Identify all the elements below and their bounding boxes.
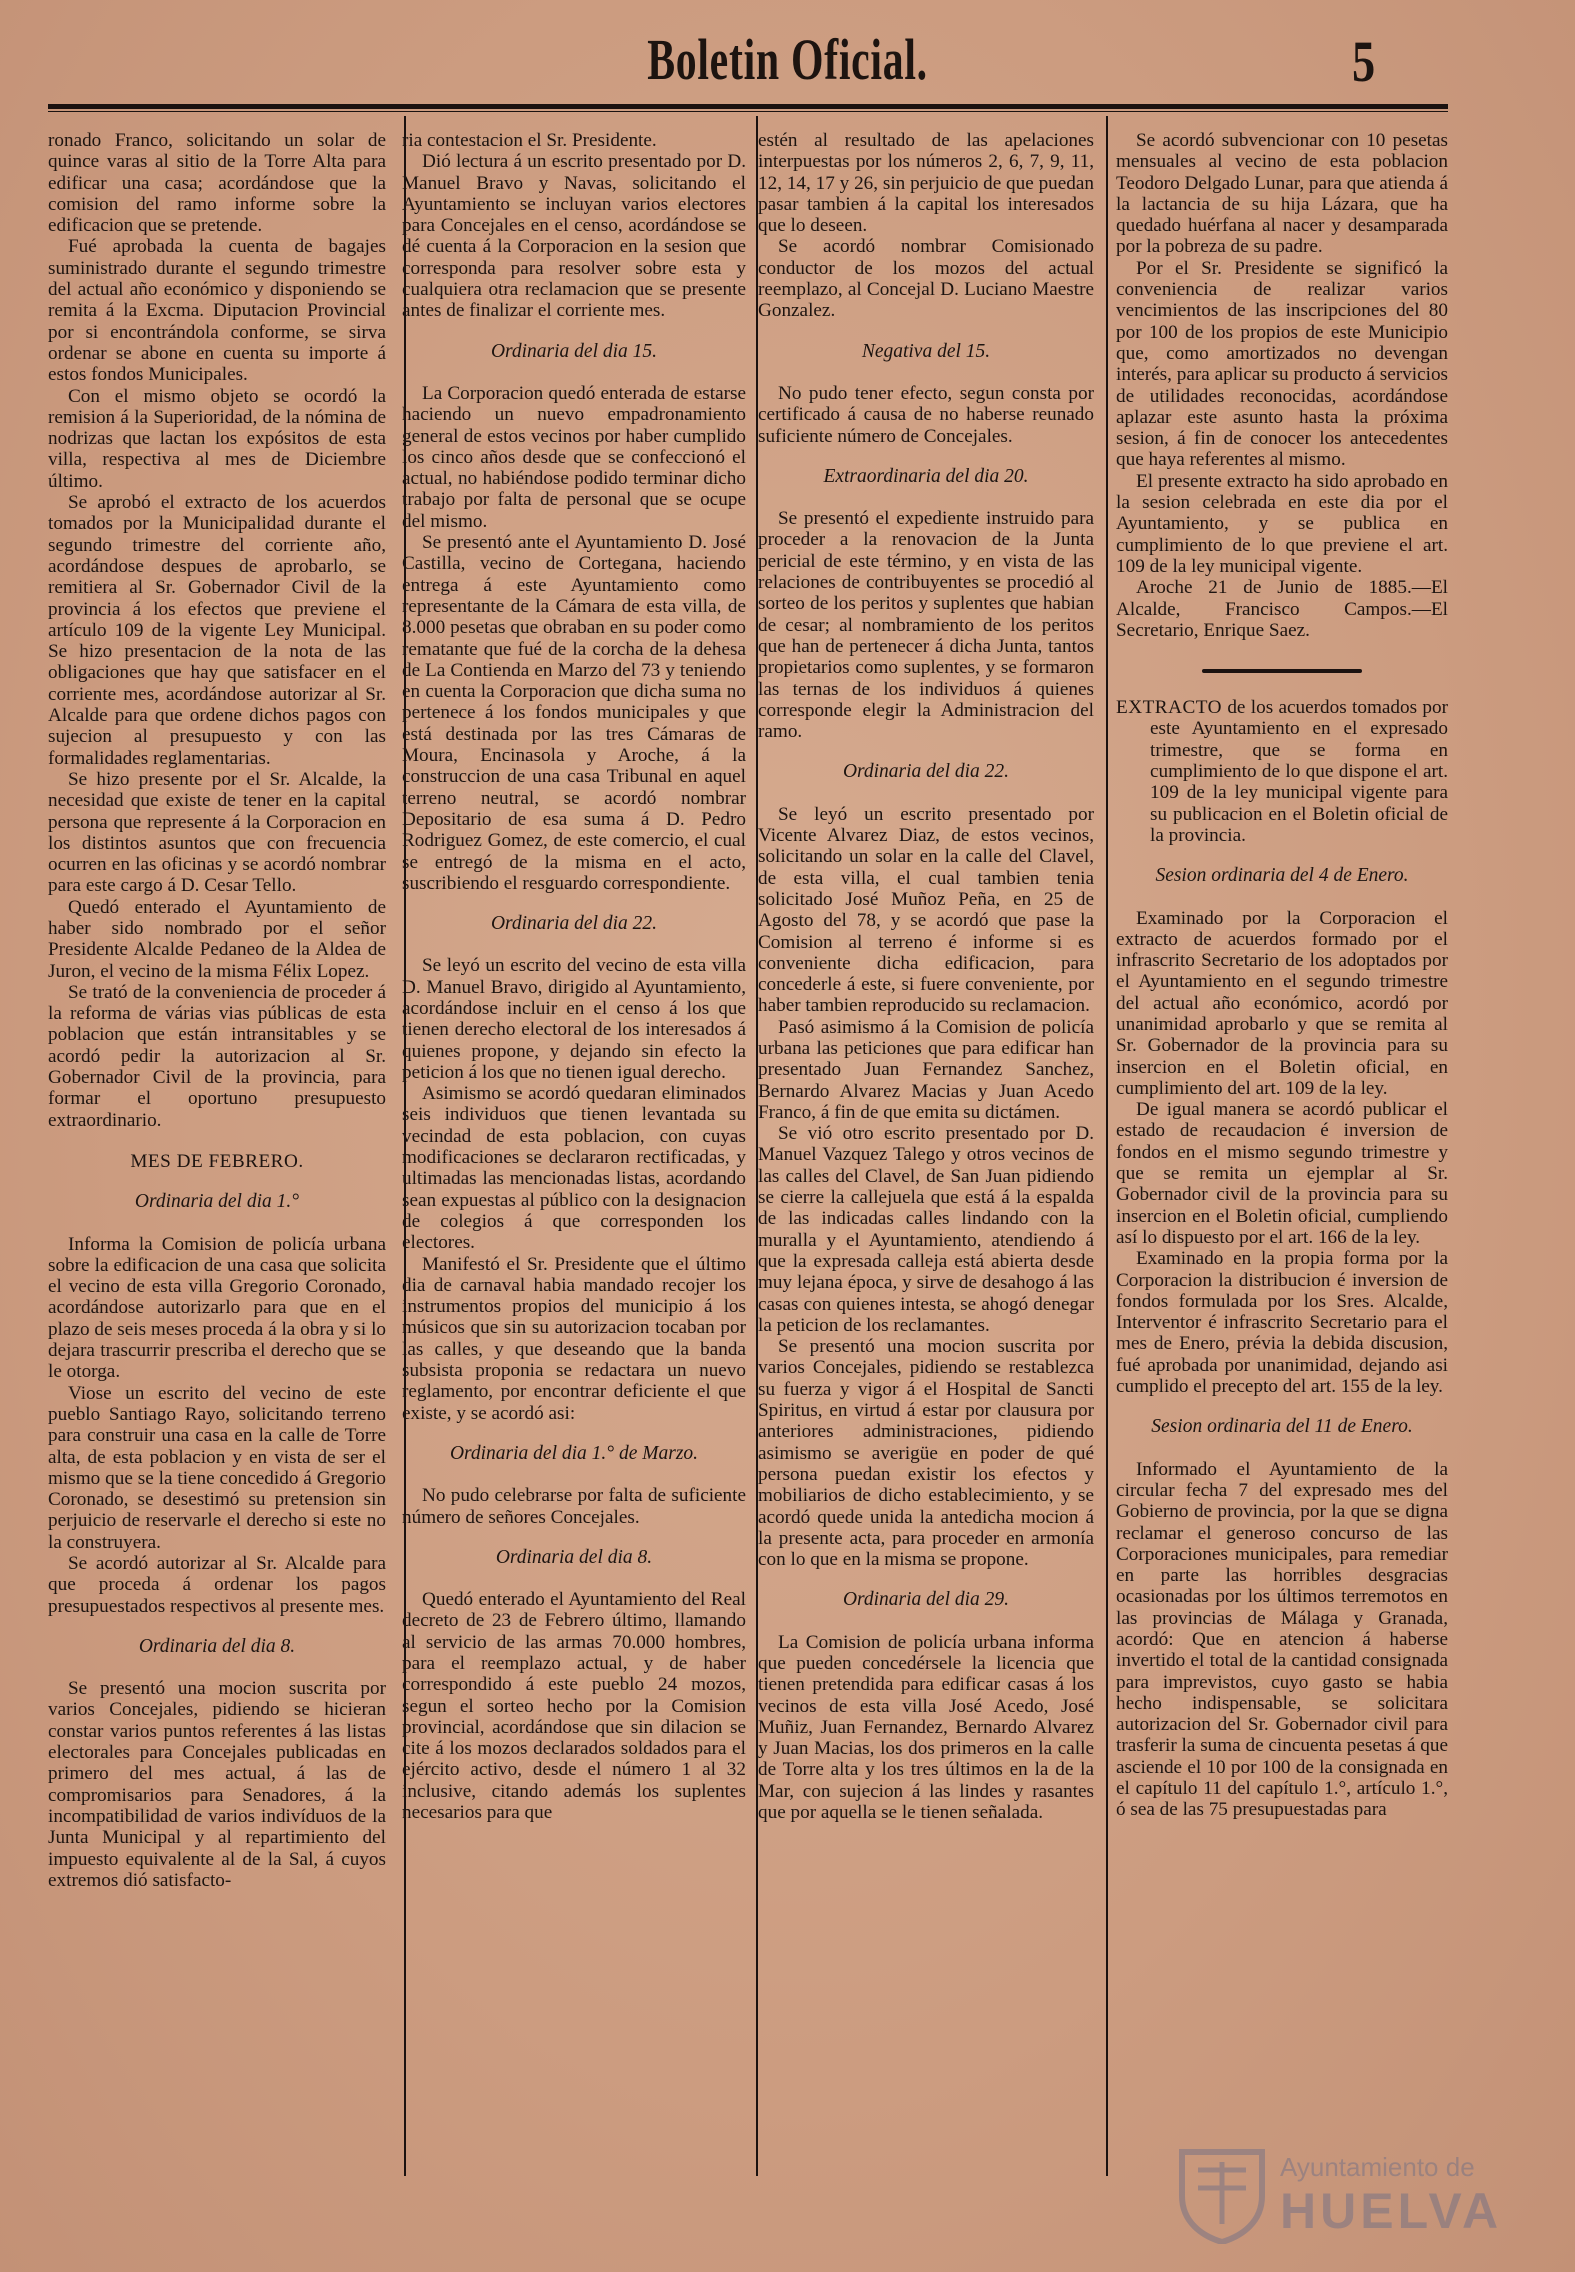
session-heading: Sesion ordinaria del 4 de Enero. bbox=[1155, 865, 1409, 887]
paragraph: Se leyó un escrito presentado por Vicente Alvarez Diaz, de estos vecinos, solicitando un solar en la calle del Clavel, de esta villa, el cual tambien tenia solicitado José Muñoz Peña, en 25 de Agosto del 78, y se acordó que pase la Comision al terreno é informe si es conveniente dicha edificacion, para concederle á este, si fuere conveniente, por haber tambien reproducido su reclamacion. bbox=[758, 803, 1094, 1017]
paragraph: No pudo celebrarse por falta de suficiente número de señores Concejales. bbox=[402, 1485, 746, 1528]
paragraph: Dió lectura á un escrito presentado por D. Manuel Bravo y Navas, solicitando el Ayuntamiento se incluyan varios electores para Concejales en el censo, acordándose se dé cuenta á la Corporacion en la sesion que corresponda para resolver sobre esta y cualquiera otra reclamacion que se presente antes de finalizar el corriente mes. bbox=[402, 151, 746, 322]
paragraph: Quedó enterado el Ayuntamiento del Real decreto de 23 de Febrero último, llamando al servicio de las armas 70.000 hombres, para el reemplazo actual, y de haber correspondido á este pueblo 24 mozos, segun el sorteo hecho por la Comision provincial, acordándose que sin dilacion se cite á los mozos declarados soldados para el ejército activo, desde el número 1 al 32 inclusive, citando además los suplentes necesarios para que bbox=[402, 1589, 746, 1824]
session-heading: Ordinaria del dia 1.° de Marzo. bbox=[449, 1442, 699, 1464]
extracto-text: de los acuerdos tomados por este Ayuntamiento en el expresado trimestre, que se forma en cumplimiento de lo que dispone el art. 109 de la ley municipal vigente para su publicacion en el Boletin oficial de la provincia. bbox=[1150, 697, 1448, 846]
paragraph: La Comision de policía urbana informa que pueden concedérsele la licencia que tienen pretendida para edificar casas á los vecinos de esta villa José Acedo, José Muñiz, Juan Fernandez, Bernardo Alvarez y Juan Macias, los dos primeros en la calle de Torre alta y los tres últimos en la de la Mar, con sujecion á las lindes y rasantes que por aquella se le tienen señalada. bbox=[758, 1631, 1094, 1824]
page-header bbox=[0, 0, 1575, 120]
text-column-2 bbox=[402, 130, 746, 2130]
section-separator bbox=[1202, 669, 1362, 673]
paragraph: ronado Franco, solicitando un solar de quince varas al sitio de la Torre Alta para edificar una casa; acordándose que la comision del ramo informe sobre la edificacion que se pretende. bbox=[48, 130, 386, 237]
watermark-line-1: Ayuntamiento de bbox=[1280, 2152, 1475, 2182]
session-heading: Ordinaria del dia 1.° bbox=[134, 1191, 300, 1213]
paragraph: Se leyó un escrito del vecino de esta villa D. Manuel Bravo, dirigido al Ayuntamiento, acordándose incluir en el censo á los que tienen derecho electoral de los interesados á quienes propone, y dejando sin efecto la peticion á los que no tienen igual derecho. bbox=[402, 955, 746, 1083]
paragraph: Quedó enterado el Ayuntamiento de haber sido nombrado por el señor Presidente Alcalde Pedaneo de la Aldea de Juron, el vecino de la misma Félix Lopez. bbox=[48, 896, 386, 982]
paragraph: Se acordó nombrar Comisionado conductor de los mozos del actual reemplazo, al Concejal D. Luciano Maestre Gonzalez. bbox=[758, 236, 1094, 322]
newspaper-title: Boletin Oficial. bbox=[647, 27, 928, 92]
page-number: 5 bbox=[1352, 29, 1376, 94]
paragraph: ria contestacion el Sr. Presidente. bbox=[402, 130, 657, 151]
archive-watermark bbox=[1170, 2140, 1510, 2250]
session-heading: Ordinaria del dia 22. bbox=[842, 761, 1010, 783]
watermark-line-2: HUELVA bbox=[1280, 2183, 1503, 2239]
header-rule-thick bbox=[48, 104, 1448, 109]
paragraph: La Corporacion quedó enterada de estarse haciendo un nuevo empadronamiento general de estos vecinos por haber cumplido los cinco años desde que se confeccionó el actual, no habiéndose podido terminar dicho trabajo por falta de personal que se ocupe del mismo. bbox=[402, 382, 746, 532]
paragraph: Por el Sr. Presidente se significó la conveniencia de realizar varios vencimientos de las inscripciones del 80 por 100 de los propios de este Municipio que, como amortizados no devengan interés, para aplicar su producto á servicios de utilidades reconocidas, acordándose aplazar este asunto hasta la próxima sesion, á fin de conocer los antecedentes que haya referentes al mismo. bbox=[1116, 257, 1448, 471]
session-heading: Ordinaria del dia 22. bbox=[490, 913, 658, 935]
paragraph: Examinado en la propia forma por la Corporacion la distribucion é inversion de fondos formulada por los Sres. Alcalde, Interventor é infrascrito Secretario para el mes de Enero, prévia la debida discusion, fué aprobada por unanimidad, dejando asi cumplido el precepto del art. 155 de la ley. bbox=[1116, 1248, 1448, 1398]
text-column-4 bbox=[1116, 130, 1448, 2130]
session-heading: Negativa del 15. bbox=[861, 340, 991, 362]
paragraph: Se acordó autorizar al Sr. Alcalde para que proceda á ordenar los pagos presupuestados respectivos al presente mes. bbox=[48, 1553, 386, 1617]
extracto-caps: EXTRACTO bbox=[1116, 697, 1222, 719]
paragraph: Con el mismo objeto se ocordó la remision á la Superioridad, de la nómina de nodrizas que lactan los expósitos de esta villa, respectiva al mes de Diciembre último. bbox=[48, 385, 386, 492]
session-heading: Ordinaria del dia 8. bbox=[138, 1635, 296, 1657]
paragraph: Asimismo se acordó quedaran eliminados seis individuos que tienen levantada su vecindad de esta poblacion, con cuyas modificaciones se declararon rectificadas, y ultimadas las mencionadas listas, acordando sean expuestas al público con la designacion de colegios á que corresponden los electores. bbox=[402, 1083, 746, 1254]
header-rule-thin bbox=[48, 111, 1448, 112]
paragraph: Examinado por la Corporacion el extracto de acuerdos formado por el infrascrito Secretario de los adoptados por el Ayuntamiento en el segundo trimestre del actual año económico, acordó por unanimidad aprobarlo y que se remita al Sr. Gobernador de la provincia para su insercion en el Boletin oficial, en cumplimiento del art. 109 de la ley. bbox=[1116, 907, 1448, 1099]
paragraph: Fué aprobada la cuenta de bagajes suministrado durante el segundo trimestre del actual año económico y disponiendo se remita á la Excma. Diputacion Provincial por si encontrándola conforme, se sirva ordenar se abone en cuenta su importe á estos fondos Municipales. bbox=[48, 236, 386, 386]
paragraph: Se presentó una mocion suscrita por varios Concejales, pidiendo se restablezca su fuerza y vigor á el Hospital de Sancti Spiritus, en virtud á estar por clausura por anteriores administraciones, pidiendo asimismo se averigüe en poder de qué persona puedan existir los efectos y mobiliarios de dicho establecimiento, y se acordó quede unida la antedicha mocion á la presente acta, para proceder en armonía con lo que en la misma se propone. bbox=[758, 1336, 1094, 1571]
paragraph: Informado el Ayuntamiento de la circular fecha 7 del expresado mes del Gobierno de provincia, por la que se digna reclamar el generoso concurso de las Corporaciones municipales, para remediar en parte las horribles desgracias ocasionadas por los últimos terremotos en las provincias de Málaga y Granada, acordó: Que en atencion á haberse invertido el total de la cantidad consignada para imprevistos, cuyo gasto se habia hecho indispensable, se solicitara autorizacion del Sr. Gobernador civil para trasferir la suma de cincuenta pesetas á que asciende el 10 por 100 de la consignada en el capítulo 11 del capítulo 1.°, artículo 1.°, ó sea de las 75 presupuestadas para bbox=[1116, 1458, 1448, 1821]
paragraph: Viose un escrito del vecino de este pueblo Santiago Rayo, solicitando terreno para construir una casa en la calle de Torre alta, de esta poblacion y en vista de ser el mismo que se la tiene concedido á Gregorio Coronado, se desestimó su pretension sin perjuicio de reservarle el derecho si este no la construyera. bbox=[48, 1382, 386, 1553]
coat-of-arms-icon bbox=[1174, 2144, 1270, 2244]
paragraph: Aroche 21 de Junio de 1885.—El Alcalde, Francisco Campos.—El Secretario, Enrique Saez. bbox=[1116, 577, 1448, 641]
paragraph: estén al resultado de las apelaciones interpuestas por los números 2, 6, 7, 9, 11, 12, 14, 17 y 26, sin perjuicio de que puedan pasar tambien á la capital los interesados que lo deseen. bbox=[758, 130, 1094, 237]
text-column-1 bbox=[48, 130, 386, 2130]
month-heading: MES DE FEBRERO. bbox=[130, 1150, 304, 1172]
session-heading: Sesion ordinaria del 11 de Enero. bbox=[1151, 1416, 1413, 1438]
paragraph: El presente extracto ha sido aprobado en la sesion celebrada en este dia por el Ayuntamiento, y se publica en cumplimiento de lo que previene el art. 109 de la ley municipal vigente. bbox=[1116, 470, 1448, 577]
paragraph: Pasó asimismo á la Comision de policía urbana las peticiones que para edificar han presentado Juan Fernandez Sanchez, Bernardo Alvarez Macias y Juan Acedo Franco, á fin de que emita su dictámen. bbox=[758, 1016, 1094, 1123]
paragraph: Se vió otro escrito presentado por D. Manuel Vazquez Talego y otros vecinos de las calles del Clavel, de San Juan pidiendo se cierre la callejuela que está á la espalda de las indicadas calles lindando con la muralla y el Ayuntamiento, atendiendo á que la expresada calleja está abierta desde muy lejana época, y sirve de desahogo á las casas con quienes intesta, se ahogó denegar la peticion de los reclamantes. bbox=[758, 1123, 1094, 1336]
paragraph: Se hizo presente por el Sr. Alcalde, la necesidad que existe de tener en la capital persona que represente á la Corporacion en los distintos asuntos que con frecuencia ocurren en las oficinas y se acordó nombrar para este cargo á D. Cesar Tello. bbox=[48, 768, 386, 897]
paragraph: Informa la Comision de policía urbana sobre la edificacion de una casa que solicita el vecino de esta villa Gregorio Coronado, acordándose autorizarlo para que en el plazo de seis meses proceda á la obra y si lo dejara trascurrir prescriba el derecho que se le otorga. bbox=[48, 1233, 386, 1383]
paragraph: Se acordó subvencionar con 10 pesetas mensuales al vecino de esta poblacion Teodoro Delgado Lunar, para que atienda á la lactancia de su hija Lázara, que ha quedado huérfana al nacer y desamparada por la pobreza de su padre. bbox=[1116, 130, 1448, 258]
paragraph: Manifestó el Sr. Presidente que el último dia de carnaval habia mandado recojer los instrumentos propios del municipio á los músicos que sin su autorizacion tocaban por las calles, y que deseando que la banda subsista proponia se redactara un nuevo reglamento, por encontrar deficiente el que existe, y se acordó asi: bbox=[402, 1253, 746, 1424]
paragraph: No pudo tener efecto, segun consta por certificado á causa de no haberse reunado suficiente número de Concejales. bbox=[758, 382, 1094, 447]
paragraph: Se trató de la conveniencia de proceder á la reforma de várias vias públicas de esta poblacion que están intransitables y se acordó pedir la autorizacion al Sr. Gobernador Civil de la provincia, para formar el oportuno presupuesto extraordinario. bbox=[48, 981, 386, 1131]
session-heading: Extraordinaria del dia 20. bbox=[823, 465, 1029, 487]
text-column-3 bbox=[758, 130, 1094, 2130]
extracto-heading bbox=[1116, 697, 1448, 846]
paragraph: Se presentó ante el Ayuntamiento D. José Castilla, vecino de Cortegana, haciendo entrega á este Ayuntamiento como representante de la Cámara de esta villa, de 8.000 pesetas que obraban en su poder como rematante que fué de la corcha de la dehesa de La Contienda en Marzo del 73 y teniendo en cuenta la Corporacion que dicha suma no pertenece á los fondos municipales y que está destinada por las tres Cámaras de Moura, Encinasola y Aroche, á la construccion de una casa Tribunal en aquel terreno neutral, se acordó nombrar Depositario de esa suma á D. Pedro Rodriguez Gomez, de este comercio, el cual se entregó de la misma en el acto, suscribiendo el resguardo correspondiente. bbox=[402, 532, 746, 894]
session-heading: Ordinaria del dia 29. bbox=[842, 1589, 1010, 1611]
paragraph: De igual manera se acordó publicar el estado de recaudacion é inversion de fondos en el mismo segundo trimestre y que se remita un ejemplar al Sr. Gobernador civil de la provincia para su insercion en el Boletin oficial, cumpliendo así lo dispuesto por el art. 166 de la ley. bbox=[1116, 1099, 1448, 1248]
session-heading: Ordinaria del dia 15. bbox=[490, 340, 658, 362]
paragraph: Se presentó el expediente instruido para proceder a la renovacion de la Junta pericial de este término, y en vista de las relaciones de contribuyentes se procedió al sorteo de los peritos y suplentes que habian de cesar; al nombramiento de los peritos que han de pertenecer á dicha Junta, tantos propietarios como suplentes, y se formaron las ternas de los individuos á quienes corresponde elegir la Administracion del ramo. bbox=[758, 508, 1094, 743]
column-divider bbox=[1106, 116, 1108, 2176]
paragraph: Se presentó una mocion suscrita por varios Concejales, pidiendo se hicieran constar varios puntos referentes á las listas electorales para Concejales publicadas en primero del mes actual, á las de compromisarios para Senadores, á la incompatibilidad de varios indivíduos de la Junta Municipal y al repartimiento del impuesto equivalente al de la Sal, á cuyos extremos dió satisfacto- bbox=[48, 1678, 386, 1891]
session-heading: Ordinaria del dia 8. bbox=[495, 1546, 653, 1568]
paragraph: Se aprobó el extracto de los acuerdos tomados por la Municipalidad durante el segundo trimestre del corriente año, acordándose despues de aprobarlo, se remitiera al Sr. Gobernador Civil de la provincia á los efectos que previene el artículo 109 de la vigente Ley Municipal. Se hizo presentacion de la nota de las obligaciones que hay que satisfacer en el corriente mes, acordándose autorizar al Sr. Alcalde para que ordene dichos pagos con sujecion al presupuesto y con las formalidades reglamentarias. bbox=[48, 492, 386, 769]
